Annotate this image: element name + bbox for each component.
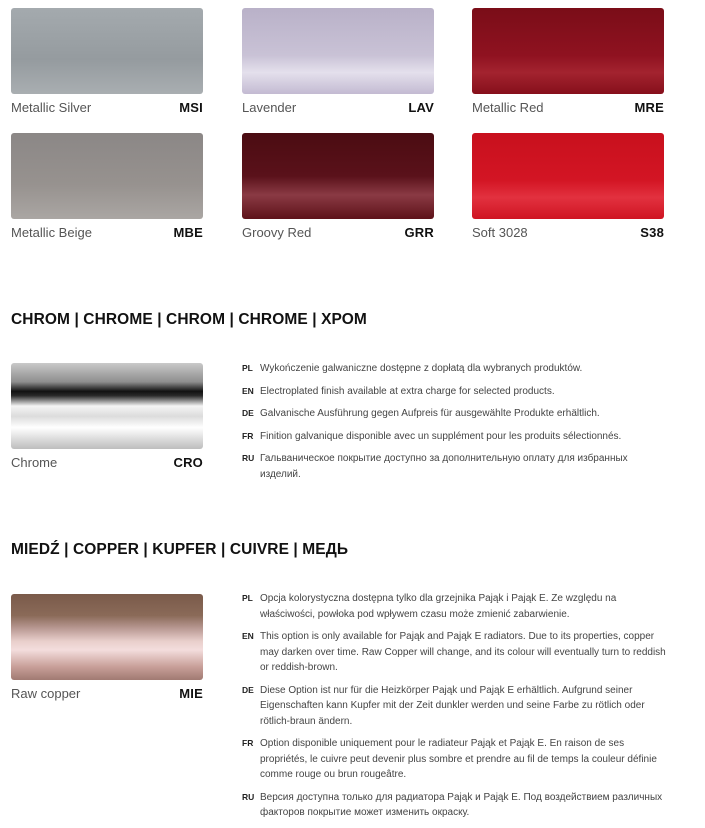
language-code: PL bbox=[242, 363, 253, 373]
description-text: This option is only available for Pająk and Pająk E radiators. Due to its properties, copper may darken over time. Raw Copper will change, and its colour will eventually turn to reddish or reddish-brown. bbox=[260, 631, 666, 673]
description-fr bbox=[242, 736, 667, 783]
description-de bbox=[242, 406, 667, 422]
description-text: Galvanische Ausführung gegen Aufpreis für ausgewählte Produkte erhältlich. bbox=[260, 408, 600, 419]
color-name: Chrome bbox=[11, 455, 58, 470]
description-text: Wykończenie galwaniczne dostępne z dopłatą dla wybranych produktów. bbox=[260, 363, 583, 374]
description-text: Finition galvanique disponible avec un supplément pour les produits sélectionnés. bbox=[260, 430, 622, 442]
color-swatch[interactable] bbox=[472, 133, 664, 219]
color-code: CRO bbox=[173, 455, 203, 470]
description-pl bbox=[242, 361, 667, 377]
language-code: RU bbox=[242, 791, 255, 802]
description-ru bbox=[242, 790, 667, 821]
color-name: Lavender bbox=[242, 100, 297, 115]
color-code: GRR bbox=[404, 225, 434, 240]
color-swatch[interactable] bbox=[11, 133, 203, 219]
description-en bbox=[242, 384, 667, 400]
copper-description-list bbox=[242, 591, 667, 821]
language-code: EN bbox=[242, 631, 254, 641]
language-code: FR bbox=[242, 738, 254, 748]
color-swatch[interactable] bbox=[242, 133, 434, 219]
description-text: Версия доступна только для радиатора Pająk и Pająk E. Под воздействием различных факторов покрытие может изменить окраску. bbox=[260, 791, 663, 818]
language-code: EN bbox=[242, 385, 254, 396]
color-card-cro[interactable] bbox=[11, 363, 203, 470]
description-pl bbox=[242, 591, 667, 622]
color-swatch[interactable] bbox=[472, 8, 664, 94]
description-de bbox=[242, 683, 667, 730]
color-code: MBE bbox=[173, 225, 203, 240]
color-swatch[interactable] bbox=[11, 594, 203, 680]
description-fr bbox=[242, 429, 667, 445]
language-code: DE bbox=[242, 684, 254, 695]
color-name: Metallic Silver bbox=[11, 100, 92, 115]
color-code: MIE bbox=[179, 686, 203, 701]
color-card-lav[interactable] bbox=[242, 8, 434, 115]
color-name: Metallic Beige bbox=[11, 225, 92, 240]
section-heading-copper: MIEDŹ | COPPER | KUPFER | CUIVRE | МЕДЬ bbox=[11, 541, 349, 558]
color-code: S38 bbox=[640, 225, 664, 240]
chrome-description-list bbox=[242, 361, 667, 482]
language-code: RU bbox=[242, 453, 255, 463]
color-card-mbe[interactable] bbox=[11, 133, 203, 240]
language-code: PL bbox=[242, 593, 253, 603]
section-heading-chrome: CHROM | CHROME | CHROM | CHROME | ХРОМ bbox=[11, 311, 367, 328]
color-swatch[interactable] bbox=[11, 8, 203, 94]
description-text: Electroplated finish available at extra charge for selected products. bbox=[260, 385, 555, 397]
description-text: Гальваническое покрытие доступно за дополнительную оплату для избранных изделий. bbox=[260, 453, 628, 480]
color-code: MSI bbox=[179, 100, 203, 115]
description-text: Opcja kolorystyczna dostępna tylko dla grzejnika Pająk i Pająk E. Ze względu na właściwości, powłoka pod wpływem czasu może zmienić zabarwienie. bbox=[260, 593, 617, 620]
color-name: Metallic Red bbox=[472, 100, 544, 115]
description-text: Diese Option ist nur für die Heizkörper Pająk und Pająk E erhältlich. Aufgrund seiner Eigenschaften kann Kupfer mit der Zeit dunkler werden und seine Farbe zu rötlich oder rötlich-braun ändern. bbox=[260, 684, 645, 727]
color-name: Soft 3028 bbox=[472, 225, 528, 240]
color-swatch[interactable] bbox=[11, 363, 203, 449]
color-swatch[interactable] bbox=[242, 8, 434, 94]
color-card-grr[interactable] bbox=[242, 133, 434, 240]
color-card-mre[interactable] bbox=[472, 8, 664, 115]
color-card-msi[interactable] bbox=[11, 8, 203, 115]
description-ru bbox=[242, 451, 667, 482]
color-name: Raw copper bbox=[11, 686, 81, 701]
description-text: Option disponible uniquement pour le radiateur Pająk et Pająk E. En raison de ses propriétés, le cuivre peut devenir plus sombre et prendre au fil de temps la couleur définie comme rouge ou brun rougeâtre. bbox=[260, 738, 657, 780]
description-en bbox=[242, 629, 667, 676]
language-code: DE bbox=[242, 408, 254, 418]
color-code: MRE bbox=[634, 100, 664, 115]
color-card-mie[interactable] bbox=[11, 594, 203, 701]
color-card-s38[interactable] bbox=[472, 133, 664, 240]
language-code: FR bbox=[242, 430, 254, 441]
color-code: LAV bbox=[408, 100, 434, 115]
color-name: Groovy Red bbox=[242, 225, 312, 240]
